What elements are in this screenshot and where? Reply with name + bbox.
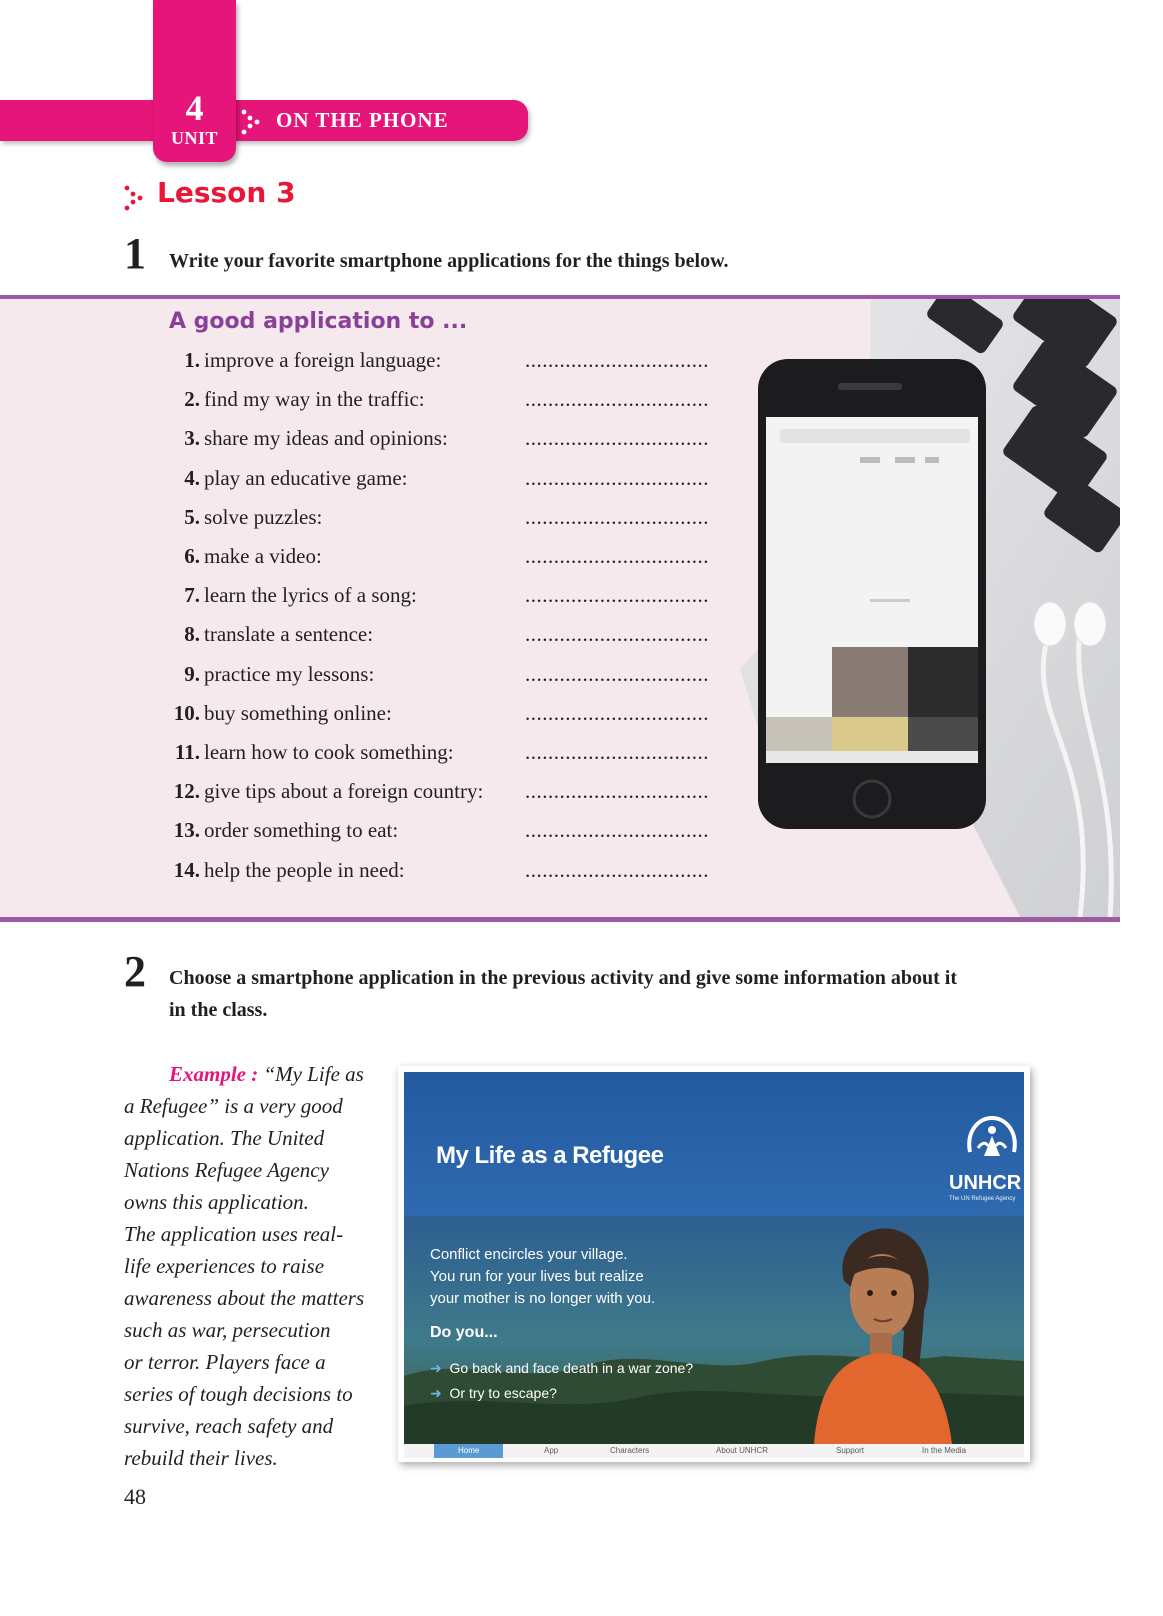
answer-blank[interactable]: ................................: [525, 426, 709, 451]
example-line: awareness about the matters: [124, 1286, 365, 1310]
item-number: 8.: [184, 622, 200, 647]
unit-number: 4: [185, 88, 204, 128]
list-item: [120, 463, 720, 493]
list-item: [120, 619, 720, 649]
exercise-2-instruction-line-1: Choose a smartphone application in the previous activity and give some information about it: [169, 967, 957, 989]
list-item: [120, 423, 720, 453]
item-text: translate a sentence:: [204, 622, 374, 647]
item-text: make a video:: [204, 544, 322, 568]
exercise-1-panel: [0, 295, 1120, 922]
list-item: [120, 776, 720, 806]
item-number: 1.: [184, 348, 200, 372]
unhcr-logo-subtitle: The UN Refugee Agency: [949, 1196, 1016, 1202]
item-text: buy something online:: [204, 700, 392, 725]
app-story-panel: [404, 1216, 1024, 1444]
answer-blank[interactable]: ................................: [525, 583, 709, 608]
arrow-icon: ➜: [430, 1360, 442, 1376]
app-header: [404, 1072, 1024, 1216]
lesson-dots-icon: [123, 185, 145, 211]
nav-item-app[interactable]: App: [544, 1446, 559, 1455]
unit-label: UNIT: [170, 128, 218, 148]
answer-blank[interactable]: ................................: [525, 740, 709, 764]
item-number: 5.: [184, 504, 200, 529]
item-text: give tips about a foreign country:: [204, 779, 484, 804]
dots-icon: [240, 109, 262, 135]
unhcr-logo-text: UNHCR: [949, 1172, 1022, 1194]
app-title: My Life as a Refugee: [436, 1142, 664, 1169]
item-text: learn how to cook something:: [204, 740, 454, 764]
list-item: [120, 384, 720, 414]
example-line: application. The United: [124, 1126, 325, 1150]
story-line: your mother is no longer with you.: [430, 1290, 656, 1307]
example-line: Nations Refugee Agency: [124, 1158, 329, 1182]
list-item: [120, 737, 720, 767]
answer-blank[interactable]: ................................: [525, 779, 709, 804]
nav-item-media[interactable]: In the Media: [922, 1446, 967, 1455]
item-text: share my ideas and opinions:: [204, 426, 448, 451]
answer-blank[interactable]: ................................: [525, 544, 709, 568]
exercise-1-instruction: Write your favorite smartphone applications for the things below.: [169, 250, 729, 272]
example-line: owns this application.: [124, 1190, 309, 1214]
exercise-2-instruction-line-2: in the class.: [169, 999, 268, 1021]
lesson-title: Lesson 3: [157, 176, 296, 209]
unit-title: ON THE PHONE: [276, 108, 449, 132]
arrow-icon: ➜: [430, 1385, 442, 1401]
item-text: improve a foreign language:: [204, 348, 442, 372]
example-label: Example :: [169, 1062, 259, 1086]
unhcr-logo-icon: [964, 1112, 1020, 1168]
item-number: 6.: [184, 544, 200, 568]
exercise-1-number: 1: [124, 229, 146, 278]
item-number: 2.: [184, 387, 200, 412]
list-item: [120, 698, 720, 728]
answer-blank[interactable]: ................................: [525, 504, 709, 529]
example-line: series of tough decisions to: [124, 1382, 353, 1406]
story-option: Or try to escape?: [449, 1385, 557, 1401]
example-line: a Refugee” is a very good: [124, 1094, 343, 1118]
page-number: 48: [124, 1484, 146, 1509]
item-text: help the people in need:: [204, 857, 405, 882]
item-text: play an educative game:: [204, 465, 408, 490]
refugee-girl-illustration: [804, 1221, 964, 1444]
item-text: find my way in the traffic:: [204, 387, 425, 412]
nav-item-about[interactable]: About UNHCR: [716, 1446, 769, 1455]
list-item: [120, 855, 720, 885]
list-item: [120, 815, 720, 845]
story-line: Conflict encircles your village.: [430, 1246, 628, 1263]
example-line: life experiences to raise: [124, 1254, 325, 1278]
story-question: Do you...: [430, 1324, 498, 1341]
exercise-2-number: 2: [124, 947, 146, 996]
example-paragraph: [124, 1058, 374, 1474]
panel-heading: A good application to ...: [169, 309, 468, 334]
list-item: [120, 345, 720, 375]
answer-blank[interactable]: ................................: [525, 348, 709, 372]
item-number: 13.: [173, 818, 200, 843]
answer-blank[interactable]: ................................: [525, 857, 709, 882]
item-number: 4.: [184, 465, 200, 490]
example-line: such as war, persecution: [124, 1318, 331, 1342]
nav-item-home[interactable]: Home: [434, 1444, 503, 1458]
unit-banner: [0, 100, 528, 141]
story-option: Go back and face death in a war zone?: [449, 1360, 694, 1376]
answer-blank[interactable]: ................................: [525, 818, 709, 843]
example-line: survive, reach safety and: [124, 1414, 334, 1438]
item-number: 9.: [184, 661, 200, 686]
answer-blank[interactable]: ................................: [525, 661, 709, 686]
list-item: [120, 502, 720, 532]
example-line: The application uses real-: [124, 1222, 344, 1246]
nav-item-support[interactable]: Support: [836, 1446, 865, 1455]
answer-blank[interactable]: ................................: [525, 465, 709, 490]
item-number: 7.: [184, 583, 200, 608]
item-number: 12.: [173, 779, 200, 804]
smartphone-photo: [720, 299, 1120, 917]
item-text: learn the lyrics of a song:: [204, 583, 417, 608]
item-number: 11.: [174, 740, 200, 764]
item-number: 10.: [173, 700, 200, 725]
app-nav-bar: [404, 1444, 1024, 1458]
item-text: order something to eat:: [204, 818, 399, 843]
item-number: 3.: [184, 426, 200, 451]
list-item: [120, 541, 720, 571]
item-number: 14.: [173, 857, 200, 882]
example-line: “My Life as: [263, 1062, 364, 1086]
unit-tab: [153, 0, 236, 162]
exercise-2-instruction: [169, 962, 1069, 1026]
app-screenshot: [398, 1066, 1030, 1462]
list-item: [120, 580, 720, 610]
story-line: You run for your lives but realize: [430, 1268, 644, 1285]
item-text: solve puzzles:: [204, 504, 323, 529]
answer-blank[interactable]: ................................: [525, 622, 709, 647]
nav-item-characters[interactable]: Characters: [610, 1446, 650, 1455]
answer-blank[interactable]: ................................: [525, 387, 709, 412]
example-line: or terror. Players face a: [124, 1350, 326, 1374]
answer-blank[interactable]: ................................: [525, 700, 709, 725]
list-item: [120, 659, 720, 689]
item-text: practice my lessons:: [204, 661, 375, 686]
example-line: rebuild their lives.: [124, 1446, 278, 1470]
